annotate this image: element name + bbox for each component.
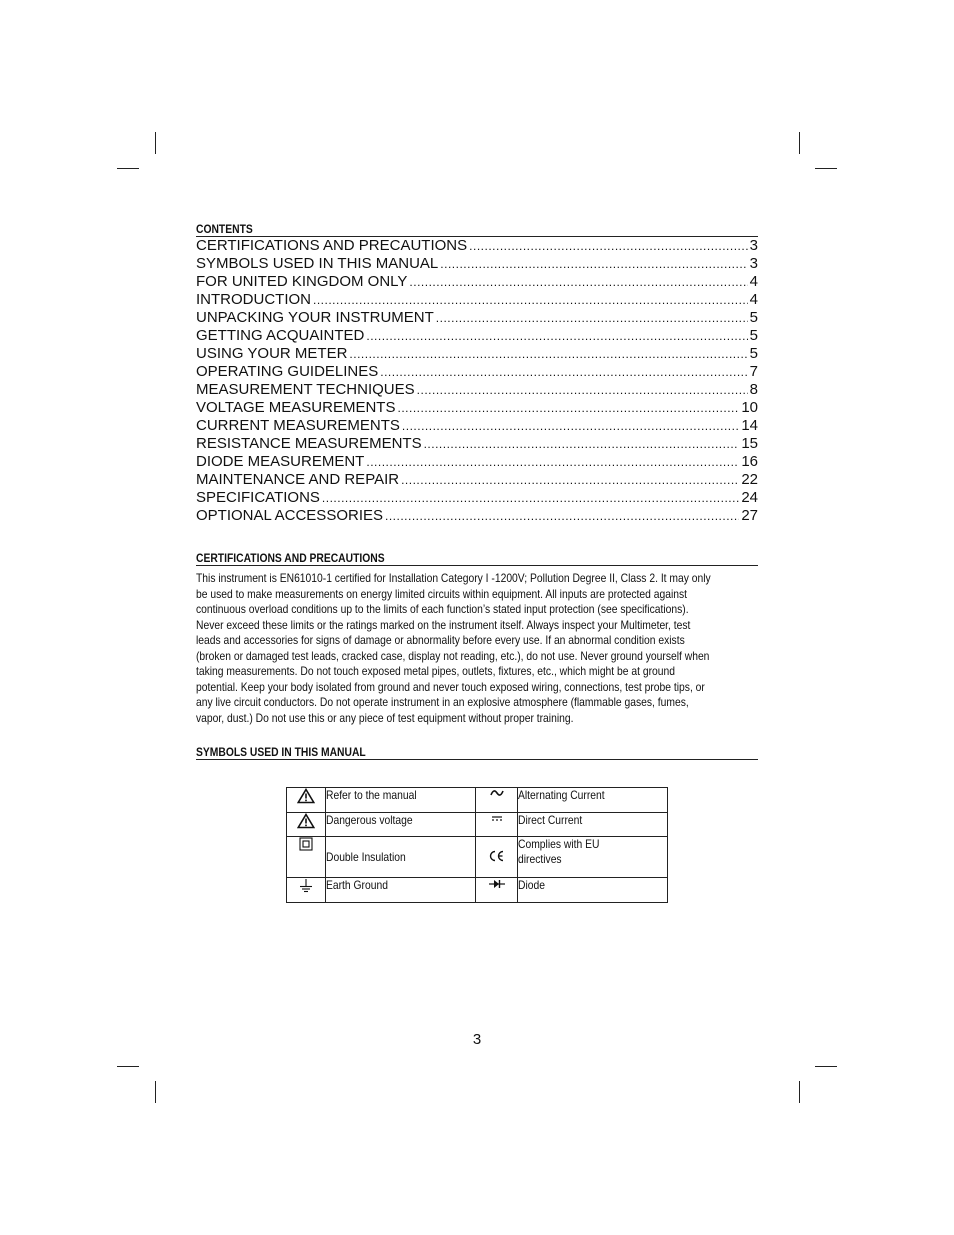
symbol-label: directives [518, 852, 562, 866]
toc-entry[interactable]: CERTIFICATIONS AND PRECAUTIONS ..... 3 [196, 237, 758, 255]
certifications-heading: CERTIFICATIONS AND PRECAUTIONS [196, 551, 758, 566]
toc-entry[interactable]: CURRENT MEASUREMENTS ..... 14 [196, 417, 758, 435]
toc-entry[interactable]: UNPACKING YOUR INSTRUMENT ..... 5 [196, 309, 758, 327]
toc-entry[interactable]: OPERATING GUIDELINES ..... 7 [196, 363, 758, 381]
crop-mark [117, 1066, 139, 1067]
symbol-label: Alternating Current [518, 788, 605, 802]
contents-heading: CONTENTS [196, 222, 758, 237]
certifications-paragraph: This instrument is EN61010-1 certified for Installation Category I -1200V; Pollution Degree II, Class 2. It may only be used to make measurements on energy limited circuits within equipment. All inputs are protected against continuous overload conditions up to the limits of each function’s stated input protection (see specifications). Never exceed these limits or the ratings marked on the instrument itself. Always inspect your Multimeter, test leads and accessories for signs of damage or abnormality before every use. If an abnormal condition exists (broken or damaged test leads, cracked case, display not reading, etc.), do not use. Never ground yourself when taking measurements. Do not touch exposed metal pipes, outlets, fixtures, etc., which might be at ground potential. Keep your body isolated from ground and never touch exposed wiring, connections, test probe tips, or any live circuit conductors. Do not operate instrument in an explosive atmosphere (flammable gases, fumes, vapor, dust.) Do not use this or any piece of test equipment without proper training. [196, 571, 711, 725]
table-row [287, 813, 668, 837]
toc-entry[interactable]: SPECIFICATIONS ..... 24 [196, 489, 758, 507]
page-number: 3 [472, 1031, 482, 1048]
toc-entry[interactable]: OPTIONAL ACCESSORIES ..... 27 [196, 507, 758, 525]
table-of-contents [196, 237, 758, 525]
table-row [287, 878, 668, 903]
symbol-label: Diode [518, 878, 545, 892]
symbol-label: Refer to the manual [326, 788, 417, 802]
double-insulation-icon [299, 837, 313, 851]
symbols-heading: SYMBOLS USED IN THIS MANUAL [196, 745, 758, 760]
crop-mark [815, 1066, 837, 1067]
symbol-label: Double Insulation [326, 849, 406, 864]
symbol-label: Earth Ground [326, 878, 388, 892]
toc-entry[interactable]: SYMBOLS USED IN THIS MANUAL ..... 3 [196, 255, 758, 273]
crop-mark [799, 132, 800, 154]
warning-triangle-icon [297, 813, 315, 829]
toc-entry[interactable]: INTRODUCTION ..... 4 [196, 291, 758, 309]
symbol-label: Direct Current [518, 813, 583, 827]
ce-mark-icon [488, 849, 506, 863]
diode-icon [488, 878, 506, 890]
crop-mark [155, 1081, 156, 1103]
symbol-label: Complies with EU [518, 837, 600, 851]
warning-triangle-icon [297, 788, 315, 804]
symbol-label: Dangerous voltage [326, 813, 413, 827]
toc-entry[interactable]: MEASUREMENT TECHNIQUES ..... 8 [196, 381, 758, 399]
toc-entry[interactable]: FOR UNITED KINGDOM ONLY ..... 4 [196, 273, 758, 291]
toc-entry[interactable]: USING YOUR METER ..... 5 [196, 345, 758, 363]
dc-icon [489, 813, 505, 825]
toc-entry[interactable]: VOLTAGE MEASUREMENTS ..... 10 [196, 399, 758, 417]
crop-mark [117, 168, 139, 169]
toc-entry[interactable]: DIODE MEASUREMENT ..... 16 [196, 453, 758, 471]
page-content [196, 222, 758, 760]
toc-entry[interactable]: GETTING ACQUAINTED ..... 5 [196, 327, 758, 345]
crop-mark [799, 1081, 800, 1103]
toc-entry[interactable]: RESISTANCE MEASUREMENTS ..... 15 [196, 435, 758, 453]
earth-ground-icon [299, 878, 313, 894]
table-row [287, 837, 668, 878]
crop-mark [155, 132, 156, 154]
symbols-table [286, 787, 668, 903]
ac-tilde-icon [489, 788, 505, 800]
toc-entry[interactable]: MAINTENANCE AND REPAIR ..... 22 [196, 471, 758, 489]
crop-mark [815, 168, 837, 169]
table-row [287, 788, 668, 813]
